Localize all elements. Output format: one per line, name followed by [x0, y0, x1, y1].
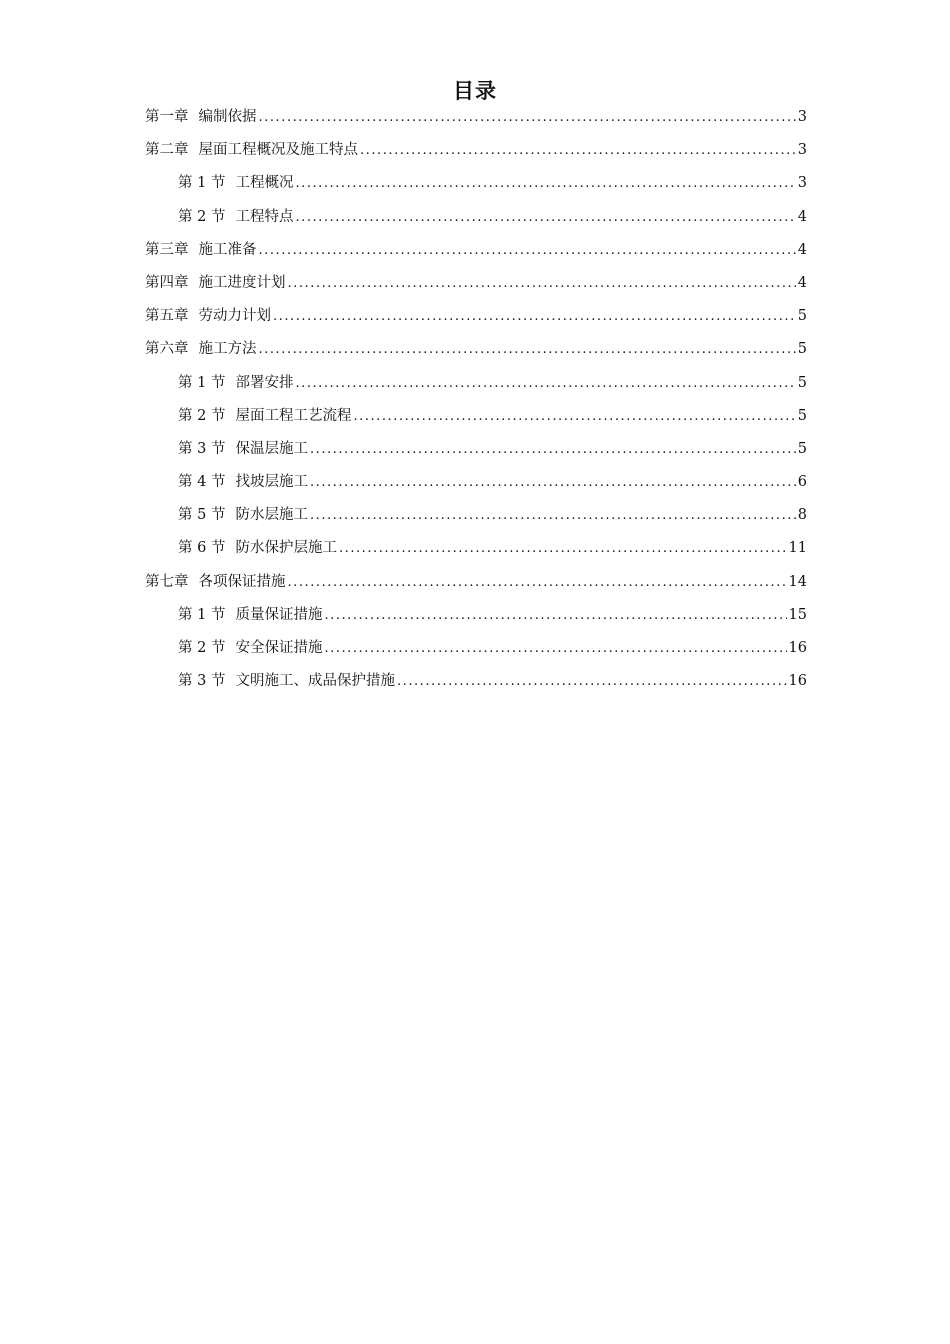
toc-entry-page: 4: [797, 241, 807, 258]
toc-entry-title: 安全保证措施: [235, 640, 323, 656]
toc-entry-page: 14: [788, 573, 807, 590]
toc-dot-leader: [295, 167, 795, 200]
toc-dot-leader: [273, 300, 796, 333]
toc-entry-title: 找坡层施工: [235, 474, 308, 491]
toc-entry[interactable]: [145, 665, 807, 698]
toc-entry-label: [178, 665, 395, 698]
toc-entry-number: 第 3 节: [178, 440, 226, 457]
toc-dot-leader: [259, 101, 796, 134]
toc-entry-title: 施工准备: [198, 241, 257, 258]
toc-entry-page: 8: [797, 507, 807, 524]
toc-entry-page: 16: [788, 673, 807, 690]
toc-entry-title: 防水保护层施工: [235, 540, 337, 557]
toc-entry-page: 6: [797, 474, 807, 491]
toc-entry-page: 5: [797, 374, 807, 391]
toc-entry[interactable]: [145, 400, 807, 433]
toc-dot-leader: [310, 466, 796, 499]
toc-entry-title: 文明施工、成品保护措施: [235, 673, 395, 690]
toc-entry-label: [178, 400, 351, 433]
toc-entry-title: 屋面工程概况及施工特点: [198, 142, 358, 159]
toc-entry-title: 工程概况: [235, 175, 294, 192]
toc-entry-title: 保温层施工: [235, 440, 308, 457]
toc-entry-label: [178, 466, 308, 499]
toc-entry-label: [178, 167, 293, 200]
toc-entry-label: [145, 267, 286, 300]
toc-entry[interactable]: [145, 532, 807, 565]
toc-dot-leader: [259, 333, 796, 366]
toc-entry-page: 4: [797, 274, 807, 291]
toc-entry-page: 5: [797, 341, 807, 358]
toc-entry-page: 3: [797, 175, 807, 192]
toc-entry[interactable]: [145, 466, 807, 499]
toc-entry-number: 第三章: [145, 241, 189, 258]
toc-entry-number: 第五章: [145, 308, 189, 325]
toc-entry-number: 第 1 节: [178, 374, 226, 391]
toc-dot-leader: [295, 367, 795, 400]
toc-entry[interactable]: [145, 234, 807, 267]
toc-entry-title: 施工进度计划: [198, 274, 286, 291]
toc-dot-leader: [310, 499, 796, 532]
toc-entry-label: [145, 333, 257, 366]
toc-entry-page: 5: [797, 308, 807, 325]
toc-entry-label: [178, 499, 308, 532]
toc-entry-number: 第 5 节: [178, 507, 226, 524]
toc-entry-label: [178, 632, 322, 665]
toc-entry-number: 第 1 节: [178, 175, 226, 192]
toc-entry-label: [178, 367, 293, 400]
toc-entry-label: [178, 201, 293, 234]
toc-entry-label: [178, 532, 337, 565]
toc-dot-leader: [353, 400, 795, 433]
toc-entry[interactable]: [145, 599, 807, 632]
toc-entry-label: [145, 134, 358, 167]
toc-entry[interactable]: [145, 632, 807, 665]
toc-dot-leader: [310, 433, 796, 466]
toc-entry-number: 第六章: [145, 341, 189, 358]
toc-entry[interactable]: [145, 300, 807, 333]
toc-entry[interactable]: [145, 566, 807, 599]
toc-entry-title: 施工方法: [198, 341, 257, 358]
toc-entry-page: 3: [797, 109, 807, 125]
toc-dot-leader: [295, 201, 795, 234]
toc-entry-label: [178, 599, 322, 632]
toc-dot-leader: [397, 665, 787, 698]
toc-dot-leader: [259, 234, 796, 267]
toc-entry[interactable]: [145, 101, 807, 134]
toc-entry[interactable]: [145, 267, 807, 300]
toc-entry-page: 11: [788, 540, 807, 557]
toc-entry-title: 编制依据: [198, 109, 257, 125]
toc-entry[interactable]: [145, 333, 807, 366]
toc-entry-number: 第 2 节: [178, 407, 226, 424]
toc-entry-title: 部署安排: [235, 374, 294, 391]
toc-dot-leader: [324, 599, 786, 632]
toc-entry-number: 第七章: [145, 573, 189, 590]
toc-title: 目录: [453, 79, 497, 103]
toc-entry[interactable]: [145, 167, 807, 200]
toc-entry-page: 4: [797, 208, 807, 225]
toc-entry-title: 防水层施工: [235, 507, 308, 524]
toc-dot-leader: [360, 134, 796, 167]
toc-entry-label: [178, 433, 308, 466]
toc-entry[interactable]: [145, 134, 807, 167]
table-of-contents: [145, 101, 807, 698]
toc-entry[interactable]: [145, 433, 807, 466]
toc-entry-title: 各项保证措施: [198, 573, 286, 590]
toc-entry-page: 15: [788, 606, 807, 623]
toc-entry-number: 第 1 节: [178, 606, 226, 623]
toc-entry[interactable]: [145, 367, 807, 400]
toc-entry-title: 工程特点: [235, 208, 294, 225]
toc-entry-label: [145, 566, 286, 599]
toc-entry-page: 5: [797, 440, 807, 457]
toc-dot-leader: [288, 566, 787, 599]
toc-dot-leader: [339, 532, 787, 565]
toc-entry-page: 5: [797, 407, 807, 424]
toc-entry-number: 第 4 节: [178, 474, 226, 491]
toc-entry-number: 第 2 节: [178, 208, 226, 225]
toc-entry-page: 16: [788, 640, 807, 656]
toc-entry-title: 劳动力计划: [198, 308, 271, 325]
toc-entry-label: [145, 300, 271, 333]
toc-entry-label: [145, 101, 257, 134]
toc-entry-number: 第二章: [145, 142, 189, 159]
toc-entry-number: 第 3 节: [178, 673, 226, 690]
toc-dot-leader: [324, 632, 786, 665]
toc-entry-title: 质量保证措施: [235, 606, 323, 623]
toc-entry-label: [145, 234, 257, 267]
toc-entry-title: 屋面工程工艺流程: [235, 407, 352, 424]
toc-entry-number: 第 2 节: [178, 640, 226, 656]
toc-entry[interactable]: [145, 201, 807, 234]
toc-entry-number: 第四章: [145, 274, 189, 291]
toc-entry[interactable]: [145, 499, 807, 532]
toc-entry-number: 第 6 节: [178, 540, 226, 557]
toc-entry-page: 3: [797, 142, 807, 159]
toc-dot-leader: [288, 267, 796, 300]
toc-entry-number: 第一章: [145, 109, 189, 125]
